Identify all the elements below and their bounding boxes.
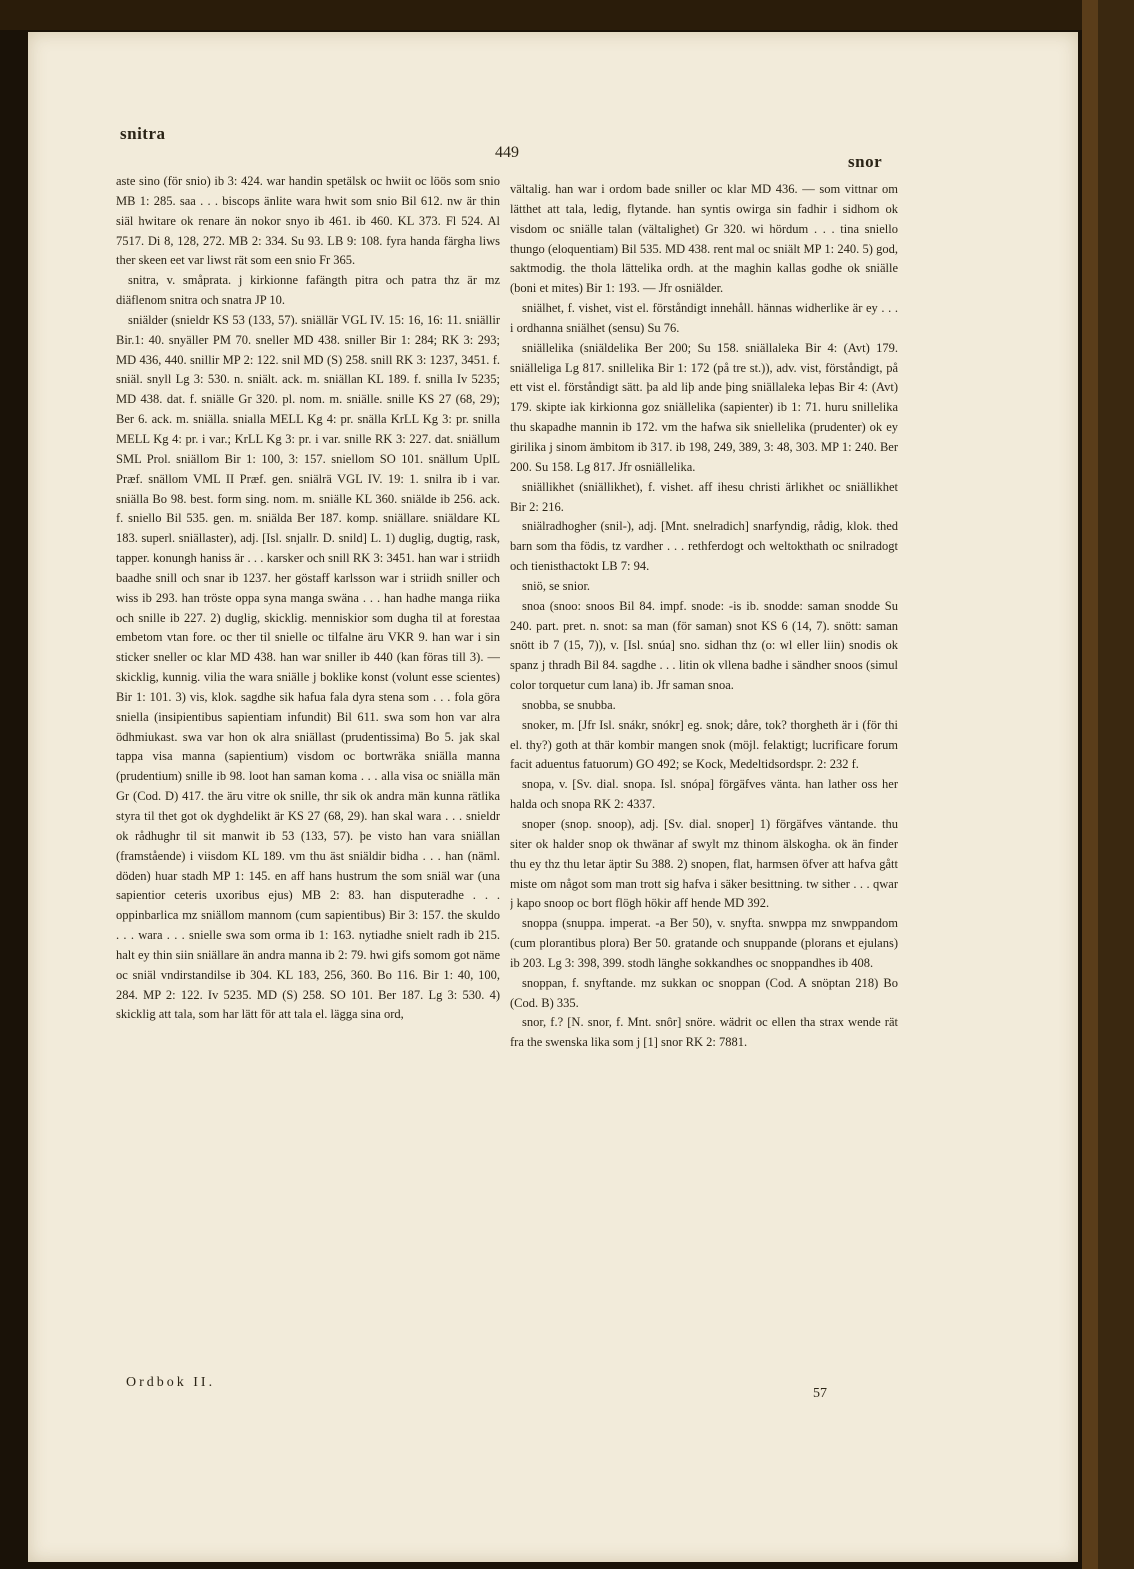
entry-snoa: snoa (snoo: snoos Bil 84. impf. snode: -is ib. snodde: saman snodde Su 240. part. pret. n. snot: sa man (för saman) snot KS 6 (14, 7). snött: saman snött ib 7 (15, 7)), v. [Isl. snúa] sno. sidhan thz (o: wl eller liin) snodis ok spanz j thradh Bil 84. sagdhe . . . litin ok vllena badhe i sändher snoos (simul color torquetur cum lana) ib. Jfr saman snoa. — [510, 598, 898, 693]
entry-snopa: snopa, v. [Sv. dial. snopa. Isl. snópa] förgäfves vänta. han lather oss her halda och snopa RK 2: 4337. — [510, 777, 898, 812]
entry-snoppan: snoppan, f. snyftande. mz sukkan oc snoppan (Cod. A snöptan 218) Bo (Cod. B) 335. — [510, 975, 898, 1010]
running-head-left: snitra — [120, 124, 166, 143]
entry-snobba: snobba, se snubba. — [522, 697, 616, 712]
entry-snoppa: snoppa (snuppa. imperat. -a Ber 50), v. snyfta. snwppa mz snwppandom (cum plorantibus plora) Ber 50. gratande och snuppande (plorans et ejulans) ib 203. Lg 3: 398, 399. stodh länghe sokkandhes oc snoppandhes ib 408. — [510, 916, 898, 970]
entry-continuation-right: vältalig. han war i ordom bade sniller oc klar MD 436. — som vittnar om lätthet att tala, ledig, flytande. han syntis owirga sin fadhir i sidhom ok visdom oc sniälle talan (vältalighet) Gr 320. wi hördum . . . tina sniello thungo (eloquentiam) Bil 535. MD 438. rent mal oc sniält MP 1: 240. 5) god, saktmodig. the thola lättelika ordh. at the maghin kallas godhe ok sniälle (boni et mites) Bir 1: 193. — Jfr osniälder. — [510, 182, 898, 296]
entry-snio: sniö, se snior. — [522, 578, 591, 593]
entry-snialder: sniälder (snieldr KS 53 (133, 57). sniällär VGL IV. 15: 16, 16: 11. sniällir Bir.1: 40. snyäller PM 70. sneller MD 438. sniller Bir 1: 284; RK 3: 293; MD 436, 440. snillir MP 2: 122. snil MD (S) 258. snill RK 3: 1237, 3451. f. sniäl. snyll Lg 3: 530. n. sniält. ack. m. sniällan KL 189. f. snilla Iv 5235; MD 438. dat. f. sniälle Gr 320. pl. nom. m. sniälle. snille KS 27 (68, 29); Ber 6. ack. m. sniälla. snialla MELL Kg 4: pr. snälla KrLL Kg 3: pr. snilla MELL Kg 4: pr. i var.; KrLL Kg 3: pr. i var. snille RK 3: 227. dat. sniällum SML Prol. sniällom Bir 1: 100, 3: 157. sniellom SO 101. snällum UplL Præf. snällom VML II Præf. gen. sniälrä VGL IV. 19: 1. snilra ib i var. sniälla Bo 98. best. form sing. nom. m. sniälle KL 360. sniälde ib 256. ack. f. sniello Bil 535. gen. m. sniälda Ber 187. komp. sniällare. sniäldare KL 183. superl. sniällaster), adj. [Isl. snjallr. D. snild] L. 1) duglig, dugtig, rask, tapper. konungh haniss är . . . karsker och snill RK 3: 3451. han war i striidh baadhe snill och snar ib 1237. her göstaff karlsson war i striidh sniller och wiss ib 293. han tröste oppa syna manga swäna . . . han hadhe manga riika och snille ib 227. 2) duglig, skicklig. menniskior som dugha til at forestaa embetom vtan fore. oc ther til snielle oc tilfalne äru VKR 9. han war i sin sticker sneller oc klar MD 438. han war sniller ib 440 (kan föras till 3). — skicklig, kunnig. vilia the wara sniälle j boklike konst (volunt esse scientes) Bir 1: 101. 3) vis, klok. sagdhe sik hafua fala dyra stena som . . . fola göra sniella (insipientibus sapientiam infundit) Bil 611. swa som hon var alra ödhmiukast. swa var hon ok alra sniällast (prudentissima) Bo 5. jak skal tappa visa manna (sapientium) visdom oc bortwräka sniälla manna (prudentium) snille ib 98. loot han saman koma . . . alla visa oc sniälla män Gr (Cod. D) 417. the äru vitre ok snille, thr sik ok andra män kunna rätlika styra til thet got ok dyghdelikt är KS 27 (68, 29). han skal wara . . . snieldr ok rådhughr til sit manwit ib 53 (133, 57). þe visto han vara sniällan (framstående) i viisdom KL 189. vm thu äst sniäldir bidha . . . han (näml. döden) huar stadh MP 1: 145. en aff hans hustrum the som sniäl war (una sapientior ceteris uxoribus ejus) MB 2: 83. han disputeradhe . . . oppinbarlica mz sniällom mannom (cum sapientibus) Bir 3: 157. the skuldo . . . wara . . . snielle swa som orma ib 1: 163. nytiadhe snielt radh ib 215. halt ey thin siin sniällare än andra manna ib 2: 79. hwi gifs somom got näme oc sniäl vndirstandilse ib 304. KL 183, 256, 360. Bo 116. Bir 1: 40, 100, 284. MP 2: 122. Iv 5235. MD (S) 258. SO 101. Ber 187. Lg 3: 530. 4) skicklig att tala, som har lätt för att tala el. lägga sina ord, — [116, 312, 500, 1022]
entry-snialhet: sniälhet, f. vishet, vist el. förståndigt innehåll. hännas widherlike är ey . . . i ordhanna sniälhet (sensu) Su 76. — [510, 301, 898, 335]
entry-snor: snor, f.? [N. snor, f. Mnt. snôr] snöre. wädrit oc ellen tha strax wende rät fra the swenska lika som j [1] snor RK 2: 7881. — [510, 1015, 898, 1050]
entry-snoker: snoker, m. [Jfr Isl. snákr, snókr] eg. snok; dåre, tok? thorgheth är i (för thi el. thy?) goth at thär kombir mangen snok (möjl. felaktigt; lucrificare forum facit aduentus fatuorum) GO 492; se Kock, Medeltidsordspr. 2: 232 f. — [510, 717, 898, 772]
entry-sniallelika: sniällelika (sniäldelika Ber 200; Su 158. sniällaleka Bir 4: (Avt) 179. sniälleliga Lg 817. snillelika Bir 1: 172 (på tre st.)), adv. vist, förståndigt, på ett vist el. förståndigt sätt. þa ald liþ ande þing sniällaleka leþas Bir 4: (Avt) 179. skipte iak kirkionna goz sniällelika (sapienter) ib 1: 71. huru snillelika thu skapadhe mannin ib 172. vm the hafwa sik sniellelika (prudenter) ok ey girilika j sinom ämbitom ib 317. ib 198, 249, 389, 3: 48, 303. MP 1: 240. Ber 200. Su 158. Lg 817. Jfr osniällelika. — [510, 340, 898, 474]
entry-snialradhogher: sniälradhogher (snil-), adj. [Mnt. snelradich] snarfyndig, rådig, klok. thed barn som tha födis, tz vardher . . . rethferdogt och weltokthath oc snilradogt och tienisthactokt LB 7: 94. — [510, 519, 898, 574]
left-column — [116, 172, 500, 1392]
entry-sniallikhet: sniällikhet (sniällikhet), f. vishet. aff ihesu christi ärlikhet oc sniällikhet Bir 2: 216. — [510, 479, 898, 514]
entry-snoper: snoper (snop. snoop), adj. [Sv. dial. snoper] 1) förgäfves väntande. thu siter ok halder snop ok thwänar af swylt mz thinom älskogha. ok än finder thu ey thz thu letar äptir Su 388. 2) snopen, flat, harmsen öfver att hafva gått miste om något som man trott sig hafva i säker besittning. tw sither . . . qwar j kapo snoop oc bort flögh hökir aff hende MD 392. — [510, 817, 898, 911]
entry-continuation: aste sino (för snio) ib 3: 424. war handin spetälsk oc hwiit oc löös som snio MB 1: 285. saa . . . biscops änlite wara hwit som snio Bil 612. nw är thin siäl hwitare ok renare än nokor snyo ib 461. ib 460. KL 373. Fl 524. Al 7517. Di 8, 128, 272. MB 2: 334. Su 93. LB 9: 108. fyra handa färgha liws ther skeen eet var liwst rät som een snio Fr 365. — [116, 174, 500, 268]
right-column — [510, 180, 898, 1420]
entry-snitra: snitra, v. småprata. j kirkionne fafängth pitra och patra thz är mz diäflenom snitra och snatra JP 10. — [116, 273, 500, 308]
dictionary-page — [28, 32, 1078, 1562]
signature-mark: Ordbok II. — [126, 1375, 216, 1390]
scan-border-right-inner — [1098, 0, 1134, 1569]
page-number: 449 — [495, 144, 519, 161]
running-head-right: snor — [848, 152, 883, 171]
scan-border-top — [0, 0, 1134, 30]
sheet-number: 57 — [813, 1386, 827, 1401]
